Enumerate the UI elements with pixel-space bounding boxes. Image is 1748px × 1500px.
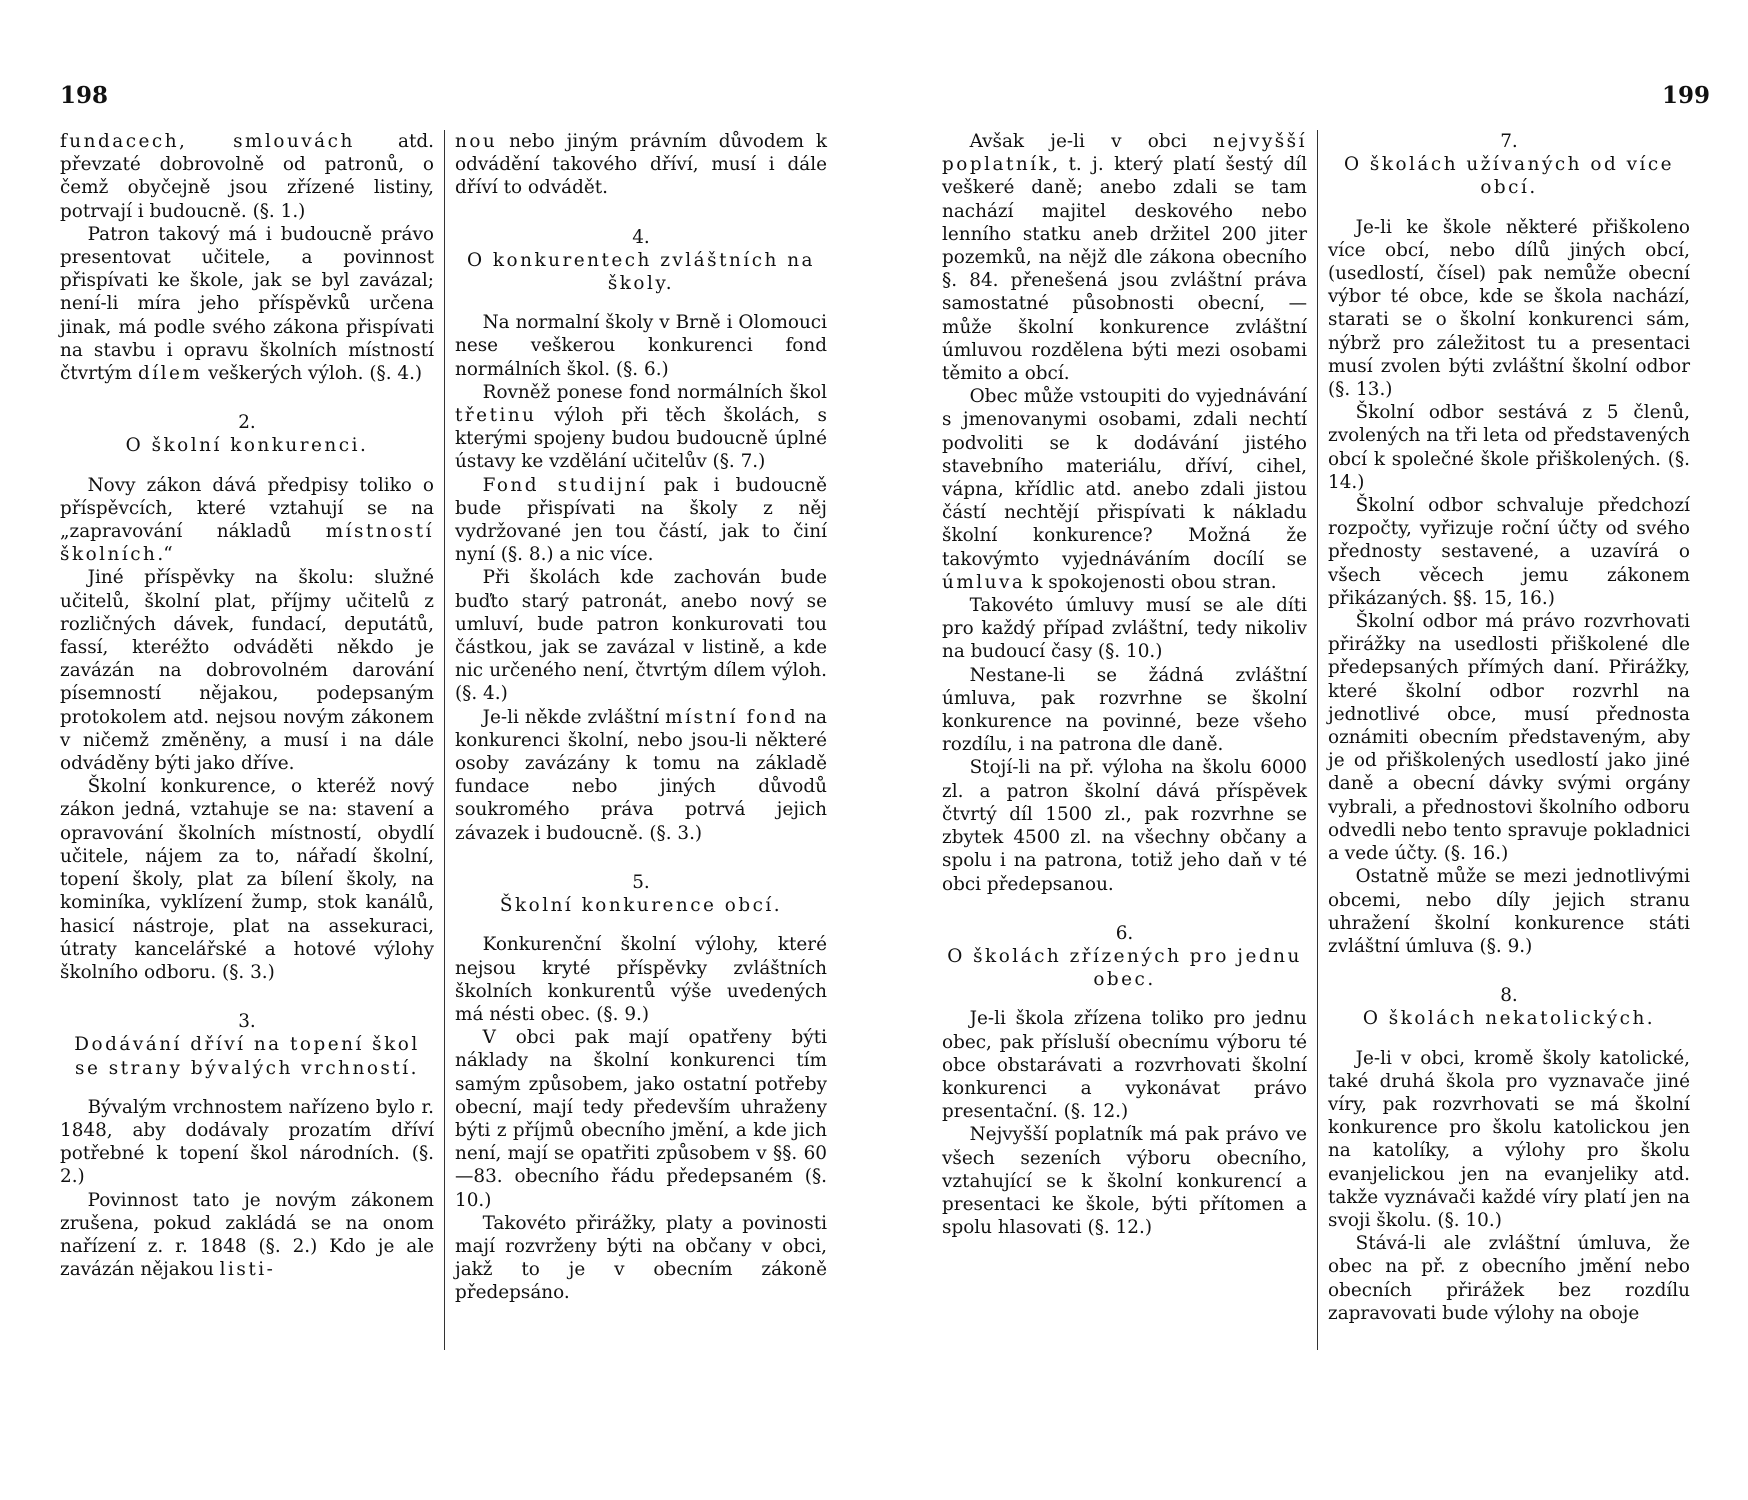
section-heading: [60, 434, 434, 457]
section-number: [1328, 130, 1690, 153]
text-column-1: [60, 130, 434, 1281]
paragraph: [60, 130, 434, 223]
section-heading: [60, 1033, 434, 1079]
column-divider-left: [444, 130, 445, 1350]
text-run: Takovéto přirážky, platy a povinosti mají rozvrženy býti na občany v obci, jakž to je v obecním zákoně předepsáno.: [455, 1212, 827, 1304]
text-run: O školách zřízených pro jednu obec.: [947, 945, 1302, 991]
text-run: V obci pak mají opatřeny býti náklady na školní konkurenci tím samým způsobem, jako ostatní potřeby obecní, mají tedy především uhraženy býti z příjmů obecního jmění, a kde jich není, mají se opatřiti způsobem v §§. 60—83. obecního řádu předepsaném (§. 10.): [455, 1027, 827, 1211]
paragraph: [1328, 216, 1690, 402]
section-heading: [942, 945, 1307, 991]
text-run: Nejvyšší poplatník má pak právo ve všech sezeních výboru obecního, vztahující se k školní konkurencí a presentaci ke škole, býti přítomen a spolu hlasovati (§. 12.): [942, 1124, 1307, 1239]
text-run: .“: [157, 544, 173, 566]
section-number: [1328, 984, 1690, 1007]
paragraph: [455, 381, 827, 474]
text-run: 5.: [632, 871, 650, 893]
text-run: Je-li ke škole některé přiškoleno více obcí, nebo dílů jiných obcí, (usedlostí, čísel) pak nemůže obecní výbor té obce, kde se škola nachází, starati se o školní konkurenci sám, nýbrž pro záležitost tu a presentaci musí zvolen býti zvláštní školní odbor (§. 13.): [1328, 216, 1690, 401]
text-run: Školní konkurence obcí.: [499, 895, 783, 917]
text-run: nebo jiným právním důvodem k odvádění takového dříví, musí i dále dříví to odvádět.: [455, 131, 827, 199]
text-run: Nestane-li se žádná zvláštní úmluva, pak rozvrhne se školní konkurence na povinné, beze všeho rozdílu, i na patrona dle daně.: [942, 664, 1307, 756]
text-run: k spokojenosti obou stran.: [1025, 571, 1277, 593]
paragraph: [60, 474, 434, 567]
column-divider-right: [1317, 130, 1318, 1350]
paragraph: [942, 1007, 1307, 1123]
page-number-right: 199: [1662, 82, 1711, 109]
emphasized-text: místní fond: [665, 706, 799, 728]
emphasized-text: nejvyšší poplatník: [942, 131, 1307, 176]
text-run: Patron takový má i budoucně právo presentovat učitele, a povinnost přispívati ke škole, jak se byl zavázal; není-li míra jeho příspěvků určena jinak, má podle svého zákona přispívati na stavbu i opravu školních místností čtvrtým: [60, 223, 434, 385]
text-run: O konkurentech zvláštních na školy.: [466, 249, 816, 295]
paragraph: [942, 1123, 1307, 1239]
section-heading: [455, 249, 827, 295]
paragraph: [455, 1026, 827, 1212]
paragraph: [60, 1189, 434, 1282]
text-run: 8.: [1500, 985, 1518, 1007]
text-run: na konkurenci školní, nebo jsou-li některé osoby zavázány k tomu na základě fundace nebo jiných důvodů soukromého práva potrvá jejich závazek i budoucně. (§. 3.): [455, 706, 827, 844]
text-run: výloh při těch školách, s kterými spojeny budou budoucně úplné ústavy ke vzdělání učitelův (§. 7.): [455, 405, 827, 473]
section-number: [60, 411, 434, 434]
text-run: Je-li škola zřízena toliko pro jednu obec, pak přísluší obecnímu výboru té obce obstarávati a rozvrhovati školní konkurenci a vykonávat právo presentační. (§. 12.): [942, 1008, 1307, 1123]
paragraph: [455, 933, 827, 1026]
emphasized-text: úmluva: [942, 571, 1026, 593]
paragraph: [455, 311, 827, 381]
text-run: Ostatně může se mezi jednotlivými obcemi, nebo díly jejich stranu uhražení školní konkurence státi zvláštní úmluva (§. 9.): [1328, 866, 1690, 957]
paragraph: [455, 474, 827, 567]
text-run: 6.: [1115, 922, 1134, 944]
text-run: veškerých výloh. (§. 4.): [202, 363, 423, 385]
paragraph: [60, 1096, 434, 1189]
text-run: 7.: [1500, 131, 1518, 152]
text-run: Rovněž ponese fond normálních škol: [482, 381, 827, 403]
text-run: O školní konkurenci.: [125, 435, 369, 457]
text-run: Jiné příspěvky na školu: služné učitelů, školní plat, příjmy učitelů z rozličných dávek, fundací, deputátů, fassí, kteréžto odváděti někdo je zavázán na dobrovolném darování písemností nějakou, podepsaným protokolem atd. nejsou novým zákonem v ničemž změněny, a musí i na dále odváděny býti jako dříve.: [60, 567, 434, 775]
text-run: Konkurenční školní výlohy, které nejsou kryté příspěvky zvláštních školních konkurentů výše uvedených má nésti obec. (§. 9.): [455, 934, 827, 1025]
paragraph: [60, 223, 434, 385]
emphasized-text: třetinu: [455, 405, 537, 427]
paragraph: [1328, 1047, 1690, 1233]
paragraph: [1328, 494, 1690, 610]
emphasized-text: listi-: [219, 1259, 276, 1281]
text-column-3: [942, 130, 1307, 1239]
paragraph: [455, 566, 827, 705]
text-run: 4.: [632, 226, 650, 248]
text-run: 2.: [238, 412, 256, 434]
section-number: [455, 871, 827, 894]
paragraph: [60, 775, 434, 984]
text-run: Stává-li ale zvláštní úmluva, že obec na př. z obecního jmění nebo obecních přirážek bez rozdílu zapravovati bude výlohy na oboje: [1328, 1233, 1690, 1324]
text-run: O školách nekatolických.: [1362, 1008, 1656, 1030]
text-run: Školní odbor schvaluje předchozí rozpočty, vyřizuje roční účty od svého přednosty sestavené, a uzavírá o všech věcech jemu zákonem přikázaných. §§. 15, 16.): [1328, 495, 1690, 609]
paragraph: [942, 756, 1307, 895]
text-column-4: [1328, 130, 1690, 1325]
emphasized-text: fundacech, smlouvách: [60, 131, 355, 152]
paragraph: [942, 664, 1307, 757]
text-run: 3.: [238, 1011, 256, 1033]
text-run: Školní odbor sestává z 5 členů, zvolených na tři leta od představených obcí k společné škole přiškolených. (§. 14.): [1328, 402, 1690, 493]
emphasized-text: místností školních: [60, 521, 434, 566]
text-run: Bývalým vrchnostem nařízeno bylo r. 1848, aby dodávaly prozatím dříví potřebné k topení škol národních. (§. 2.): [60, 1096, 434, 1188]
emphasized-text: dílem: [137, 363, 203, 385]
section-heading: [1328, 1007, 1690, 1030]
section-number: [455, 226, 827, 249]
text-run: Školní odbor má právo rozvrhovati přirážky na usedlosti přiškolené dle předepsaných přímých daní. Přirážky, které školní odbor rozvrhl na jednotlivé obce, musí přednosta oznámiti obecním představeným, aby je od přiškolených usedlostí jako jiné daně a obecní dávky svými orgány vybrali, a přednostovi školního odboru odvedli nebo tento spravuje pokladnici a vede účty. (§. 16.): [1328, 611, 1690, 865]
section-heading: [455, 894, 827, 917]
text-run: Povinnost tato je novým zákonem zrušena, pokud zakládá se na onom nařízení z. r. 1848 (§. 2.) Kdo je ale zavázán nějakou: [60, 1189, 434, 1281]
text-run: , t. j. který platí šestý díl veškeré daně; anebo zdali se tam nachází majitel deskového nebo lenního statku aneb držitel 200 jiter pozemků, na nějž dle zákona obecního §. 84. přenešená jsou zvláštní práva samostatné působnosti obecní, — může školní konkurence zvláštní úmluvou rozdělena býti mezi osobami těmito a obcí.: [942, 154, 1307, 385]
text-run: Dodávání dříví na topení škol se strany bývalých vrchností.: [74, 1034, 420, 1079]
paragraph: [60, 566, 434, 775]
paragraph: [1328, 1232, 1690, 1325]
paragraph: [455, 1212, 827, 1305]
text-run: O školách užívaných od více obcí.: [1343, 154, 1675, 199]
text-run: Obec může vstoupiti do vyjednávání s jmenovanymi osobami, zdali nechtí podvoliti se k dodávání jistého stavebního materiálu, dříví, cihel, vápna, křídlic atd. anebo zdali jistou částí nechtějí přispívati k nákladu školní konkurence? Možná že takovýmto vyjednáváním docílí se: [942, 386, 1307, 570]
text-column-2: [455, 130, 827, 1305]
paragraph: [455, 130, 827, 200]
section-heading: [1328, 153, 1690, 199]
section-number: [942, 922, 1307, 945]
page-number-left: 198: [60, 82, 109, 109]
text-run: Je-li v obci, kromě školy katolické, také druhá škola pro vyznavače jiné víry, pak rozvrhovati se má školní konkurence pro školu katolickou jen na katolíky, a výlohy pro školu evanjelickou jen na evanjeliky atd. takže vyznávači každé víry platí jen na svoji školu. (§. 10.): [1328, 1047, 1690, 1231]
emphasized-text: Fond studijní: [482, 474, 648, 496]
text-run: Stojí-li na př. výloha na školu 6000 zl. a patron školní dává příspěvek čtvrtý díl 1500 zl., pak rozvrhne se zbytek 4500 zl. na všechny občany a spolu i na patrona, totiž jeho daň v té obci předepsanou.: [942, 757, 1307, 895]
emphasized-text: nou: [455, 131, 498, 152]
paragraph: [1328, 610, 1690, 865]
text-run: Na normalní školy v Brně i Olomouci nese veškerou konkurenci fond normálních škol. (§. 6.): [455, 312, 827, 380]
paragraph: [942, 385, 1307, 594]
text-run: pak i budoucně bude přispívati na školy z něj vydržované jen tou částí, jak to činí nyní (§. 8.) a nic více.: [455, 474, 828, 566]
text-run: Školní konkurence, o kteréž nový zákon jedná, vztahuje se na: stavení a opravování školních místností, obydlí učitele, nájem za to, nářadí školní, topení školy, plat za bílení školy, na kominíka, vyklízení žump, stok kanálů, hasicí nástroje, plat na assekuraci, útraty kancelářské a hotové výlohy školního odboru. (§. 3.): [60, 776, 434, 983]
paragraph: [1328, 401, 1690, 494]
text-run: Je-li někde zvláštní: [482, 706, 666, 728]
text-run: Při školách kde zachován bude buďto starý patronát, anebo nový se umluví, bude patron konkurovati tou částkou, jak se zavázal v listině, a kde nic určeného není, čtvrtým dílem výloh. (§. 4.): [455, 567, 827, 705]
text-run: Takovéto úmluvy musí se ale díti pro každý případ zvláštní, tedy nikoliv na budoucí časy (§. 10.): [942, 595, 1307, 663]
paragraph: [942, 130, 1307, 385]
paragraph: [1328, 865, 1690, 958]
text-run: atd. převzaté dobrovolně od patronů, o čemž obyčejně jsou zřízené listiny, potrvají i budoucně. (§. 1.): [60, 131, 434, 222]
paragraph: [942, 594, 1307, 664]
text-run: Novy zákon dává předpisy toliko o příspěvcích, které vztahují se na „zapravování nákladů: [60, 474, 434, 543]
text-run: Avšak je-li v obci: [969, 131, 1214, 152]
paragraph: [455, 706, 827, 845]
section-number: [60, 1010, 434, 1033]
